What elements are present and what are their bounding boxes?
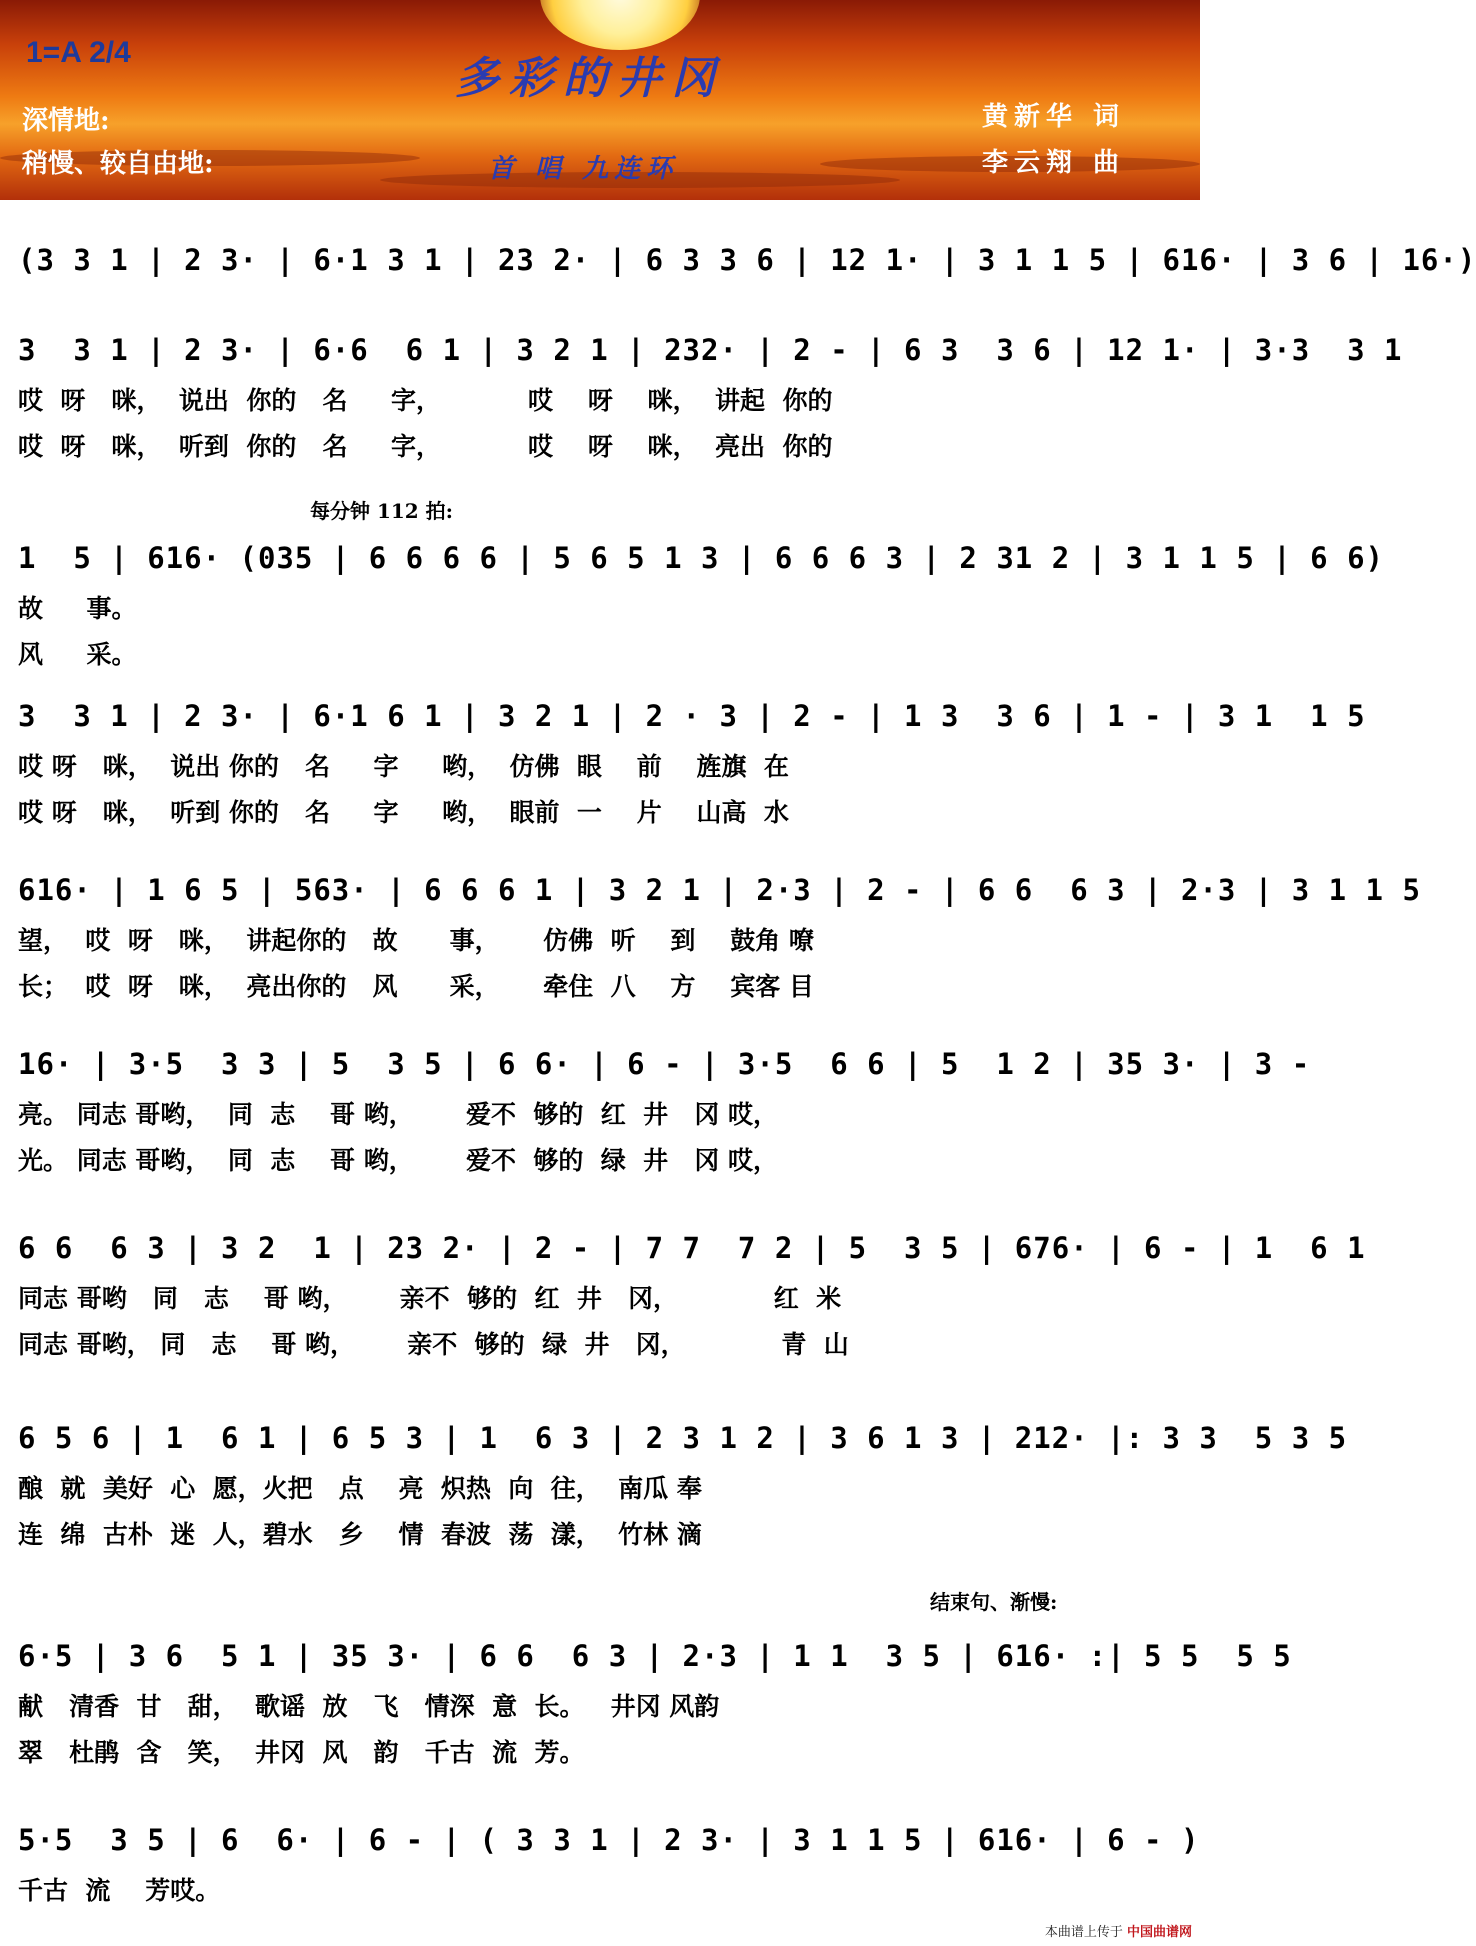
lyric-verse-2: 连 绵 古朴 迷 人，碧水 乡 情 春波 荡 漾， 竹林 滴 [18, 1520, 702, 1549]
expression-mark-1: 深情地: [22, 106, 110, 136]
lyric-verse-2: 光。 同志 哥哟， 同 志 哥 哟， 爱不 够的 绿 井 冈 哎， [18, 1146, 778, 1175]
score-system-9 [18, 1628, 1292, 1776]
lyric-verse-1: 酿 就 美好 心 愿，火把 点 亮 炽热 向 往， 南瓜 奉 [18, 1474, 702, 1503]
score-system-2 [18, 322, 1403, 470]
site-logo-text[interactable]: 中国曲谱网 [1126, 1925, 1192, 1940]
notation-line: 6 5 6 | 1 6 1 | 6 5 3 | 1 6 3 | 2 3 1 2 | 3 6 1 3 | 212· |: 3 3 5 3 5 [18, 1421, 1348, 1455]
notation-line: 5·5 3 5 | 6 6· | 6 - | ( 3 3 1 | 2 3· | 3 1 1 5 | 616· | 6 - ) [18, 1823, 1200, 1857]
notation-line: 3 3 1 | 2 3· | 6·1 6 1 | 3 2 1 | 2 · 3 | 2 - | 1 3 3 6 | 1 - | 3 1 1 5 [18, 699, 1366, 733]
score-system-8 [18, 1410, 1348, 1558]
score-system-3 [18, 530, 1385, 678]
notation-line: 3 3 1 | 2 3· | 6·6 6 1 | 3 2 1 | 232· | 2 - | 6 3 3 6 | 12 1· | 3·3 3 1 [18, 333, 1403, 367]
lyric-verse-1: 千古 流 芳哎。 [18, 1876, 221, 1905]
lyric-verse-2: 同志 哥哟， 同 志 哥 哟， 亲不 够的 绿 井 冈， 青 山 [18, 1330, 849, 1359]
lyric-verse-2: 哎 呀 咪， 听到 你的 名 字， 哎 呀 咪， 亮出 你的 [18, 432, 833, 461]
lyric-verse-1: 哎 呀 咪， 说出 你的 名 字 哟， 仿佛 眼 前 旌旗 在 [18, 752, 789, 781]
notation-line: 6 6 6 3 | 3 2 1 | 23 2· | 2 - | 7 7 7 2 | 5 3 5 | 676· | 6 - | 1 6 1 [18, 1231, 1366, 1265]
lyric-verse-2: 哎 呀 咪， 听到 你的 名 字 哟， 眼前 一 片 山高 水 [18, 798, 789, 827]
notation-line: (3 3 1 | 2 3· | 6·1 3 1 | 23 2· | 6 3 3 6 | 12 1· | 3 1 1 5 | 616· | 3 6 | 16·) [18, 243, 1476, 277]
score-system-6 [18, 1036, 1311, 1184]
upload-credit [1045, 1921, 1192, 1940]
lyric-verse-1: 哎 呀 咪， 说出 你的 名 字， 哎 呀 咪， 讲起 你的 [18, 386, 833, 415]
song-title: 多彩的井冈 [455, 53, 725, 104]
score-system-10 [18, 1812, 1200, 1914]
lyricist-credit: 黄新华 词 [982, 102, 1126, 132]
score-system-7 [18, 1220, 1366, 1368]
lyric-verse-1: 望， 哎 呀 咪， 讲起你的 故 事， 仿佛 听 到 鼓角 嘹 [18, 926, 814, 955]
notation-line: 16· | 3·5 3 3 | 5 3 5 | 6 6· | 6 - | 3·5 6 6 | 5 1 2 | 35 3· | 3 - [18, 1047, 1311, 1081]
lyric-verse-1: 亮。 同志 哥哟， 同 志 哥 哟， 爱不 够的 红 井 冈 哎， [18, 1100, 778, 1129]
expression-mark-2: 稍慢、较自由地: [22, 149, 214, 179]
notation-line: 6·5 | 3 6 5 1 | 35 3· | 6 6 6 3 | 2·3 | 1 1 3 5 | 616· :| 5 5 5 5 [18, 1639, 1292, 1673]
upload-credit-prefix: 本曲谱上传于 [1044, 1925, 1123, 1940]
lyric-verse-2: 风 采。 [18, 640, 137, 669]
lyric-verse-1: 同志 哥哟 同 志 哥 哟， 亲不 够的 红 井 冈， 红 米 [18, 1284, 842, 1313]
notation-line: 616· | 1 6 5 | 563· | 6 6 6 1 | 3 2 1 | 2·3 | 2 - | 6 6 6 3 | 2·3 | 3 1 1 5 [18, 873, 1421, 907]
lyric-verse-1: 故 事。 [18, 594, 137, 623]
lyric-verse-1: 献 清香 甘 甜， 歌谣 放 飞 情深 意 长。 井冈 风韵 [18, 1692, 720, 1721]
first-singer: 首 唱 九连环 [488, 154, 679, 184]
score-system-5 [18, 862, 1421, 1010]
notation-line: 1 5 | 616· (035 | 6 6 6 6 | 5 6 5 1 3 | 6 6 6 3 | 2 31 2 | 3 1 1 5 | 6 6) [18, 541, 1385, 575]
composer-credit: 李云翔 曲 [982, 148, 1126, 178]
key-signature: 1=A 2/4 [26, 36, 131, 69]
lyric-verse-2: 长； 哎 呀 咪， 亮出你的 风 采， 牵住 八 方 宾客 目 [18, 972, 814, 1001]
score-system-4 [18, 688, 1366, 836]
tempo-marking: 每分钟 112 拍: [310, 499, 454, 523]
ending-marking: 结束句、渐慢: [930, 1590, 1058, 1614]
score-system-1 [18, 232, 1476, 288]
sunset-banner [0, 0, 1200, 200]
lyric-verse-2: 翠 杜鹃 含 笑， 井冈 风 韵 千古 流 芳。 [18, 1738, 585, 1767]
